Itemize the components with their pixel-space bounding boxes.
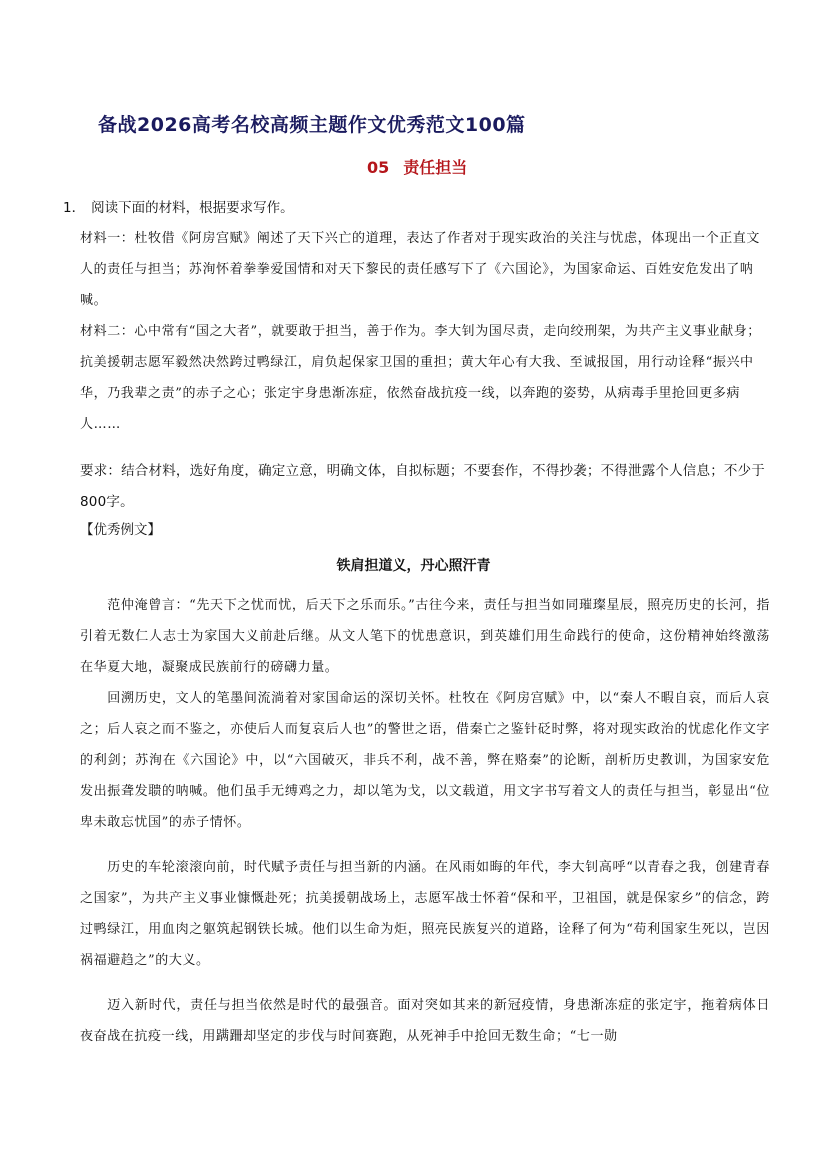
writing-requirement: 要求：结合材料，选好角度，确定立意，明确文体，自拟标题；不要套作，不得抄袭；不得泄露个人信息；不少于800字。 [80, 463, 765, 510]
essay-paragraph: 迈入新时代，责任与担当依然是时代的最强音。面对突如其来的新冠疫情，身患渐冻症的张定宇，拖着病体日夜奋战在抗疫一线，用蹒跚却坚定的步伐与时间赛跑，从死神手中抢回无数生命；“七一勋 [80, 998, 770, 1044]
essay-title: 铁肩担道义，丹心照汗青 [336, 558, 491, 574]
material-two: 材料二：心中常有“国之大者”，就要敢于担当，善于作为。李大钊为国尽责，走向绞刑架，为共产主义事业献身；抗美援朝志愿军毅然决然跨过鸭绿江，肩负起保家卫国的重担；黄大年心有大我、至诚报国，用行动诠释“振兴中华，乃我辈之责”的赤子之心；张定宇身患渐冻症，依然奋战抗疫一线，以奔跑的姿势，从病毒手里抢回更多病人…… [80, 324, 761, 432]
essay-paragraph: 范仲淹曾言：“先天下之忧而忧，后天下之乐而乐。”古往今来，责任与担当如同璀璨星辰，照亮历史的长河，指引着无数仁人志士为家国大义前赴后继。从文人笔下的忧患意识，到英雄们用生命践行的使命，这份精神始终激荡在华夏大地，凝聚成民族前行的磅礴力量。 [80, 598, 770, 675]
section-theme: 责任担当 [403, 158, 468, 177]
essay-paragraph: 历史的车轮滚滚向前，时代赋予责任与担当新的内涵。在风雨如晦的年代，李大钊高呼“以青春之我，创建青春之国家”，为共产主义事业慷慨赴死；抗美援朝战场上，志愿军战士怀着“保和平，卫祖国，就是保家乡”的信念，跨过鸭绿江，用血肉之躯筑起钢铁长城。他们以生命为炬，照亮民族复兴的道路，诠释了何为“苟利国家生死以，岂因祸福避趋之”的大义。 [80, 860, 770, 968]
question-text: 阅读下面的材料，根据要求写作。 [91, 200, 294, 216]
question-prompt [63, 193, 753, 224]
material-one: 材料一：杜牧借《阿房宫赋》阐述了天下兴亡的道理，表达了作者对于现实政治的关注与忧虑，体现出一个正直文人的责任与担当；苏洵怀着拳拳爱国情和对天下黎民的责任感写下了《六国论》，为国家命运、百姓安危发出了呐喊。 [80, 231, 761, 308]
essay-paragraph: 回溯历史，文人的笔墨间流淌着对家国命运的深切关怀。杜牧在《阿房宫赋》中，以“秦人不暇自哀，而后人哀之；后人哀之而不鉴之，亦使后人而复哀后人也”的警世之语，借秦亡之鉴针砭时弊，将对现实政治的忧虑化作文字的利剑；苏洵在《六国论》中，以“六国破灭，非兵不利，战不善，弊在赂秦”的论断，剖析历史教训，为国家安危发出振聋发聩的呐喊。他们虽手无缚鸡之力，却以笔为戈，以文载道，用文字书写着文人的责任与担当，彰显出“位卑未敢忘忧国”的赤子情怀。 [80, 691, 770, 830]
example-label: 【优秀例文】 [80, 522, 161, 538]
section-number: 05 [367, 158, 390, 177]
document-title: 备战2026高考名校高频主题作文优秀范文100篇 [98, 114, 526, 136]
question-number: 1． [63, 200, 86, 216]
section-subtitle [367, 155, 467, 178]
